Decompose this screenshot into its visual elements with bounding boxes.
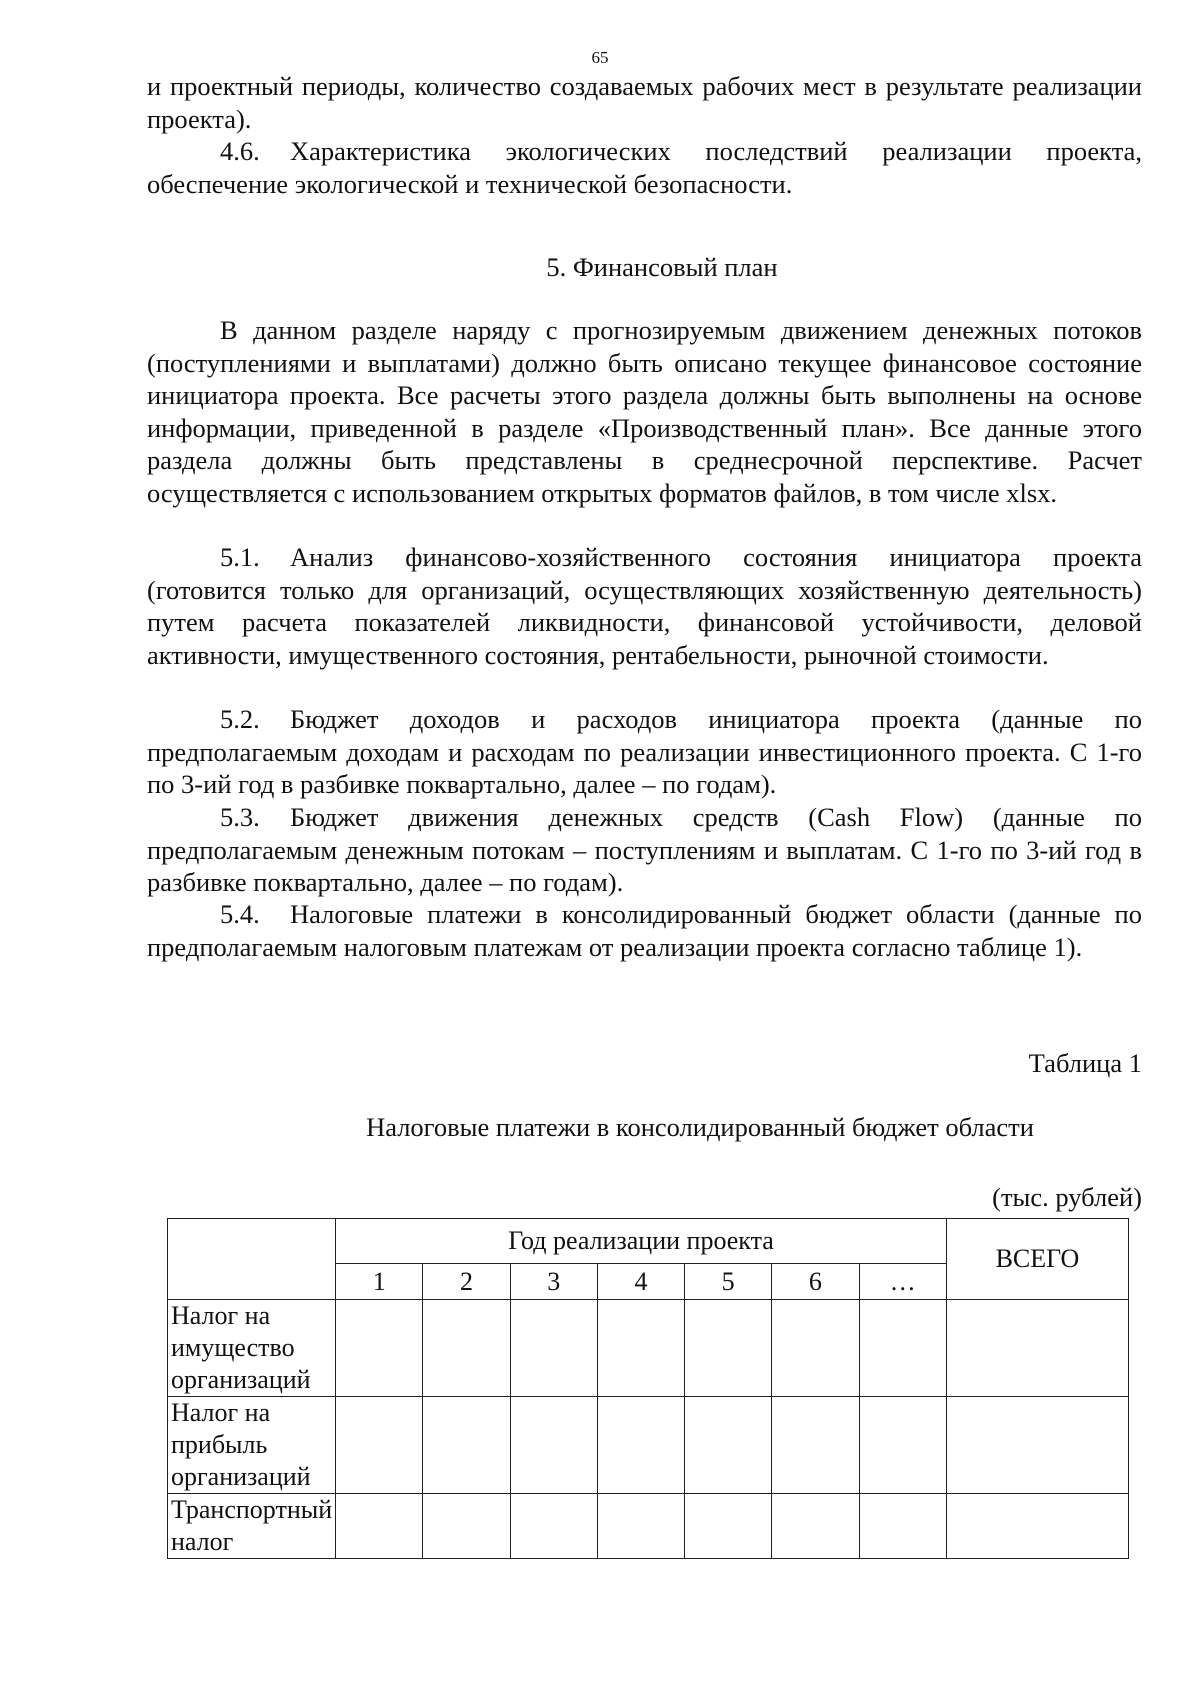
item-text: Бюджет доходов и расходов инициатора проекта (данные по предполагаемым доходам и расходам по реализации инвестиционного проекта. С 1-го по 3-ий год в разбивке поквартально, далее – по годам). <box>147 704 1142 799</box>
table-row <box>168 1300 1129 1397</box>
corner-cell <box>168 1219 336 1300</box>
item-number: 5.1. <box>220 542 260 572</box>
section-title: 5. Финансовый план <box>546 252 778 282</box>
table-cell <box>336 1397 423 1494</box>
table-cell <box>859 1494 946 1559</box>
item-text: Налоговые платежи в консолидированный бюджет области (данные по предполагаемым налоговым платежам от реализации проекта согласно таблице 1). <box>147 899 1142 962</box>
table-units: (тыс. рублей) <box>992 1182 1142 1212</box>
item-5-2 <box>147 703 1142 801</box>
table-label: Таблица 1 <box>1028 1048 1142 1078</box>
year-cell: … <box>859 1264 946 1300</box>
year-cell: 4 <box>597 1264 684 1300</box>
page-number: 65 <box>591 48 609 67</box>
table-cell <box>685 1494 772 1559</box>
item-4-6 <box>147 135 1142 200</box>
item-text: Бюджет движения денежных средств (Cash Flow) (данные по предполагаемым денежным потокам – поступлениям и выплатам. С 1-го по 3-ий год в разбивке поквартально, далее – по годам). <box>147 802 1142 897</box>
table-cell <box>597 1494 684 1559</box>
table-cell <box>597 1300 684 1397</box>
table-cell <box>510 1494 597 1559</box>
table-cell <box>685 1397 772 1494</box>
table-cell <box>946 1397 1128 1494</box>
row-label: Транспортный налог <box>168 1494 336 1559</box>
row-label: Налог на имущество организаций <box>168 1300 336 1397</box>
table-cell <box>772 1494 859 1559</box>
tax-payments-table <box>167 1218 1129 1559</box>
table-cell <box>510 1300 597 1397</box>
item-number: 5.2. <box>220 704 260 734</box>
table-cell <box>423 1494 510 1559</box>
intro-paragraph: В данном разделе наряду с прогнозируемым движением денежных потоков (поступлениями и выплатами) должно быть описано текущее финансовое состояние инициатора проекта. Все расчеты этого раздела должны быть выполнены на основе информации, приведенной в разделе «Производственный план». Все данные этого раздела должны быть представлены в среднесрочной перспективе. Расчет осуществляется с использованием открытых форматов файлов, в том числе xlsx. <box>147 315 1142 508</box>
table-cell <box>946 1494 1128 1559</box>
table-cell <box>336 1300 423 1397</box>
table-cell <box>772 1397 859 1494</box>
year-cell: 2 <box>423 1264 510 1300</box>
item-number: 5.4. <box>220 899 260 929</box>
table-header-row <box>168 1219 1129 1264</box>
table-cell <box>772 1300 859 1397</box>
table-cell <box>859 1397 946 1494</box>
table-cell <box>685 1300 772 1397</box>
table-row <box>168 1494 1129 1559</box>
table-cell <box>946 1300 1128 1397</box>
table-cell <box>510 1397 597 1494</box>
table-title: Налоговые платежи в консолидированный бюджет области <box>366 1112 1034 1142</box>
year-header: Год реализации проекта <box>336 1219 947 1264</box>
table-cell <box>423 1300 510 1397</box>
item-number: 4.6. <box>220 136 260 166</box>
row-label: Налог на прибыль организаций <box>168 1397 336 1494</box>
year-cell: 5 <box>685 1264 772 1300</box>
year-cell: 6 <box>772 1264 859 1300</box>
continuation-paragraph: и проектный периоды, количество создаваемых рабочих мест в результате реализации проекта). <box>147 71 1142 134</box>
item-5-4 <box>147 898 1142 963</box>
year-cell: 3 <box>510 1264 597 1300</box>
table-cell <box>336 1494 423 1559</box>
table-cell <box>597 1397 684 1494</box>
item-5-3 <box>147 801 1142 899</box>
item-text: Характеристика экологических последствий реализации проекта, обеспечение экологической и технической безопасности. <box>147 136 1142 199</box>
item-5-1 <box>147 541 1142 671</box>
table-cell <box>859 1300 946 1397</box>
table-row <box>168 1397 1129 1494</box>
item-number: 5.3. <box>220 802 260 832</box>
total-header: ВСЕГО <box>946 1219 1128 1300</box>
year-cell: 1 <box>336 1264 423 1300</box>
table-cell <box>423 1397 510 1494</box>
item-text: Анализ финансово-хозяйственного состояния инициатора проекта (готовится только для организаций, осуществляющих хозяйственную деятельность) путем расчета показателей ликвидности, финансовой устойчивости, деловой активности, имущественного состояния, рентабельности, рыночной стоимости. <box>147 542 1142 670</box>
